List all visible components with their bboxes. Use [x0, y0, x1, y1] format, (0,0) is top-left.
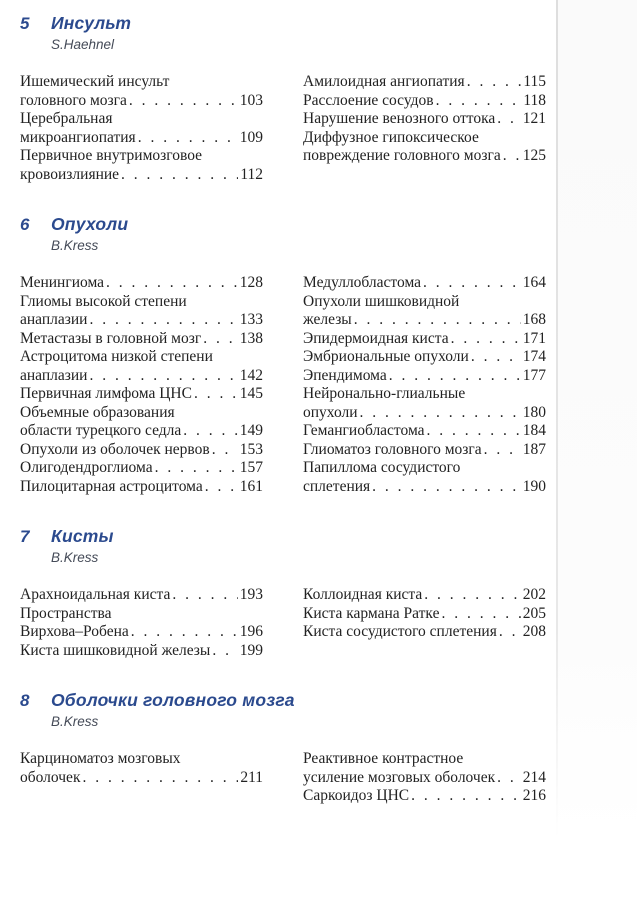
entry-text: оболочек — [20, 768, 81, 786]
toc-entry — [20, 605, 263, 642]
entry-line — [303, 769, 546, 788]
entry-page-number: 187 — [522, 440, 546, 458]
entry-line — [20, 166, 263, 185]
entry-line: Опухоли шишковидной — [303, 292, 460, 310]
entry-line: Пространства — [20, 604, 112, 622]
chapter-number: 8 — [20, 691, 30, 710]
toc-column-left — [20, 73, 263, 184]
toc-entry — [303, 348, 546, 367]
dot-leader — [360, 404, 521, 423]
entry-line — [20, 330, 263, 349]
entry-page-number: 125 — [522, 147, 546, 164]
toc-entry — [303, 129, 546, 166]
toc-entry — [20, 293, 263, 330]
entry-line — [20, 441, 263, 460]
dot-leader — [389, 367, 521, 386]
toc-entry — [303, 110, 546, 129]
entry-text: Гемангиобластома — [303, 422, 425, 439]
entry-line — [303, 311, 546, 330]
entry-page-number: 216 — [522, 787, 546, 804]
entry-page-number: 196 — [239, 623, 263, 640]
toc-entry — [20, 586, 263, 605]
entry-line — [303, 422, 546, 441]
entry-page-number: 112 — [240, 165, 263, 183]
entry-line: Папиллома сосудистого — [303, 459, 461, 476]
toc-entry — [303, 274, 546, 293]
entry-text: Первичная лимфома ЦНС — [20, 385, 192, 402]
toc-entry — [303, 92, 546, 111]
dot-leader — [89, 311, 237, 330]
toc-entry — [303, 73, 546, 92]
toc-entry — [303, 459, 546, 496]
entry-page-number: 199 — [239, 641, 263, 659]
entry-text: головного мозга — [20, 91, 127, 109]
entry-line — [20, 769, 263, 788]
toc-columns — [20, 274, 637, 496]
entry-page-number: 153 — [239, 440, 263, 458]
entry-page-number: 109 — [239, 128, 263, 146]
toc-entry — [303, 330, 546, 349]
toc-entry — [20, 73, 263, 110]
entry-page-number: 208 — [522, 623, 546, 640]
chapter-head-row — [20, 526, 637, 547]
entry-line — [20, 367, 263, 386]
entry-line — [20, 586, 263, 605]
chapter-title: Оболочки головного мозга — [51, 690, 295, 710]
entry-text: Эпендимома — [303, 366, 387, 384]
entry-line — [303, 623, 546, 642]
entry-page-number: 180 — [522, 403, 546, 421]
entry-text: анаплазии — [20, 311, 88, 328]
entry-text: Вирхова–Робена — [20, 623, 129, 640]
entry-line: Астроцитома низкой степени — [20, 348, 213, 365]
entry-line: Нейронально-глиальные — [303, 385, 466, 402]
dot-leader — [427, 422, 521, 441]
chapter-number: 7 — [20, 527, 30, 546]
toc-columns — [20, 750, 637, 806]
dot-leader — [423, 274, 521, 293]
dot-leader — [131, 623, 238, 642]
entry-line: Церебральная — [20, 110, 113, 127]
toc-entry — [20, 404, 263, 441]
dot-leader — [89, 367, 237, 386]
entry-text: Расслоение сосудов — [303, 91, 434, 109]
toc-entry — [303, 623, 546, 642]
toc-entry — [20, 478, 263, 497]
entry-line — [303, 330, 546, 349]
chapter-header — [20, 13, 637, 52]
entry-line — [303, 92, 546, 111]
chapter-section — [20, 214, 637, 496]
chapter-head-row — [20, 690, 637, 711]
dot-leader — [212, 441, 238, 460]
entry-line — [303, 441, 546, 460]
page-edge-shadow — [558, 0, 637, 838]
entry-text: кровоизлияние — [20, 165, 120, 183]
toc-entry — [20, 147, 263, 184]
dot-leader — [484, 441, 521, 460]
entry-page-number: 118 — [523, 91, 546, 109]
toc-entry — [303, 367, 546, 386]
entry-text: микроангиопатия — [20, 128, 136, 146]
toc-entry — [20, 459, 263, 478]
dot-leader — [121, 166, 238, 185]
toc-column-left — [20, 750, 263, 806]
chapter-header — [20, 690, 637, 729]
entry-line — [20, 274, 263, 293]
entry-page-number: 190 — [522, 477, 546, 495]
dot-leader — [354, 311, 521, 330]
toc-entry — [20, 750, 263, 787]
entry-text: Киста шишковидной железы — [20, 641, 211, 659]
toc-entry — [20, 385, 263, 404]
dot-leader — [172, 586, 237, 605]
entry-text: Киста кармана Ратке — [303, 604, 440, 622]
entry-text: Олигодендроглиома — [20, 459, 153, 476]
dot-leader — [205, 478, 238, 497]
toc-entry — [303, 787, 546, 806]
entry-text: Коллоидная киста — [303, 586, 423, 603]
entry-line — [20, 623, 263, 642]
entry-line — [303, 147, 546, 166]
toc-chapters — [20, 13, 637, 806]
chapter-title: Кисты — [51, 526, 114, 546]
entry-page-number: 168 — [522, 311, 546, 328]
toc-entry — [20, 441, 263, 460]
chapter-section — [20, 690, 637, 806]
entry-line: Объемные образования — [20, 403, 175, 421]
entry-page-number: 184 — [522, 422, 546, 439]
entry-text: Саркоидоз ЦНС — [303, 787, 410, 804]
entry-page-number: 177 — [522, 366, 546, 384]
entry-line — [303, 367, 546, 386]
entry-text: Арахноидальная киста — [20, 586, 171, 603]
entry-page-number: 193 — [239, 586, 263, 603]
page-edge-line — [556, 0, 558, 838]
toc-entry — [303, 605, 546, 624]
toc-entry — [303, 586, 546, 605]
entry-text: повреждение головного мозга — [303, 147, 501, 164]
toc-entry — [303, 750, 546, 787]
dot-leader — [138, 129, 238, 148]
chapter-number: 6 — [20, 215, 30, 234]
toc-entry — [303, 293, 546, 330]
entry-line — [20, 642, 263, 661]
chapter-author: S.Haehnel — [51, 37, 115, 52]
entry-line — [303, 404, 546, 423]
entry-line: Реактивное контрастное — [303, 750, 464, 767]
toc-entry — [303, 441, 546, 460]
entry-page-number: 164 — [522, 274, 546, 291]
entry-line — [20, 129, 263, 148]
entry-line — [303, 478, 546, 497]
dot-leader — [451, 330, 521, 349]
entry-page-number: 115 — [523, 73, 546, 90]
entry-line: Диффузное гипоксическое — [303, 128, 479, 146]
entry-line — [303, 586, 546, 605]
entry-text: Менингиома — [20, 274, 105, 291]
entry-page-number: 142 — [239, 366, 263, 384]
entry-line — [303, 110, 546, 129]
dot-leader — [194, 385, 238, 404]
chapter-head-row — [20, 214, 637, 235]
entry-text: Метастазы в головной мозг — [20, 329, 202, 347]
entry-page-number: 138 — [239, 329, 263, 347]
entry-line — [303, 274, 546, 293]
entry-text: Эмбриональные опухоли — [303, 348, 469, 365]
toc-column-left — [20, 274, 263, 496]
toc-entry — [303, 422, 546, 441]
chapter-header — [20, 526, 637, 565]
entry-page-number: 161 — [239, 477, 263, 495]
entry-line: Первичное внутримозговое — [20, 147, 203, 164]
entry-line — [303, 73, 546, 92]
dot-leader — [471, 348, 521, 367]
entry-line: Ишемический инсульт — [20, 73, 170, 90]
entry-text: Пилоцитарная астроцитома — [20, 477, 203, 495]
entry-line — [20, 385, 263, 404]
chapter-header — [20, 214, 637, 253]
entry-text: Медуллобластома — [303, 274, 422, 291]
entry-line — [20, 311, 263, 330]
chapter-section — [20, 526, 637, 660]
dot-leader — [441, 605, 520, 624]
toc-columns — [20, 73, 637, 184]
entry-line — [20, 422, 263, 441]
dot-leader — [499, 623, 521, 642]
entry-line — [303, 787, 546, 806]
dot-leader — [411, 787, 521, 806]
toc-entry — [20, 642, 263, 661]
entry-line — [303, 605, 546, 624]
dot-leader — [372, 478, 521, 497]
dot-leader — [203, 330, 238, 349]
entry-text: усиление мозговых оболочек — [303, 768, 496, 786]
entry-line: Глиомы высокой степени — [20, 292, 187, 310]
toc-entry — [20, 348, 263, 385]
entry-text: Эпидермоидная киста — [303, 329, 449, 347]
entry-page-number: 145 — [239, 385, 263, 402]
chapter-title: Инсульт — [51, 13, 132, 33]
entry-line — [20, 478, 263, 497]
entry-page-number: 121 — [522, 110, 546, 127]
entry-page-number: 103 — [239, 91, 263, 109]
entry-page-number: 149 — [239, 422, 263, 439]
dot-leader — [155, 459, 238, 478]
dot-leader — [497, 769, 521, 788]
dot-leader — [183, 422, 237, 441]
entry-line — [20, 459, 263, 478]
entry-line: Карциноматоз мозговых — [20, 750, 181, 767]
chapter-section — [20, 13, 637, 184]
chapter-head-row — [20, 13, 637, 34]
toc-entry — [20, 110, 263, 147]
dot-leader — [497, 110, 520, 129]
dot-leader — [82, 769, 238, 788]
entry-text: Киста сосудистого сплетения — [303, 623, 497, 640]
entry-text: Нарушение венозного оттока — [303, 110, 496, 127]
entry-text: железы — [303, 311, 352, 328]
toc-entry — [20, 274, 263, 293]
toc-entry — [20, 330, 263, 349]
toc-column-left — [20, 586, 263, 660]
entry-text: опухоли — [303, 403, 358, 421]
entry-page-number: 171 — [522, 329, 546, 347]
entry-page-number: 133 — [239, 311, 263, 328]
toc-column-right — [303, 750, 546, 806]
toc-columns — [20, 586, 637, 660]
entry-line — [20, 92, 263, 111]
entry-page-number: 174 — [522, 348, 546, 365]
entry-text: сплетения — [303, 477, 371, 495]
chapter-author: B.Kress — [51, 714, 99, 729]
chapter-author: B.Kress — [51, 238, 99, 253]
entry-page-number: 205 — [522, 604, 546, 622]
entry-text: области турецкого седла — [20, 422, 182, 439]
toc-column-right — [303, 274, 546, 496]
entry-page-number: 202 — [522, 586, 546, 603]
toc-column-right — [303, 586, 546, 660]
dot-leader — [106, 274, 238, 293]
entry-page-number: 211 — [240, 768, 263, 786]
entry-text: Амилоидная ангиопатия — [303, 73, 465, 90]
chapter-author: B.Kress — [51, 550, 99, 565]
chapter-title: Опухоли — [51, 214, 129, 234]
entry-page-number: 157 — [239, 459, 263, 476]
entry-page-number: 128 — [239, 274, 263, 291]
chapter-number: 5 — [20, 14, 30, 33]
entry-text: анаплазии — [20, 366, 88, 384]
entry-text: Опухоли из оболочек нервов — [20, 440, 210, 458]
toc-entry — [303, 385, 546, 422]
dot-leader — [467, 73, 522, 92]
entry-text: Глиоматоз головного мозга — [303, 440, 482, 458]
entry-page-number: 214 — [522, 768, 546, 786]
toc-column-right — [303, 73, 546, 184]
dot-leader — [436, 92, 522, 111]
entry-line — [303, 348, 546, 367]
dot-leader — [129, 92, 238, 111]
dot-leader — [424, 586, 521, 605]
dot-leader — [503, 147, 521, 166]
dot-leader — [212, 642, 237, 661]
